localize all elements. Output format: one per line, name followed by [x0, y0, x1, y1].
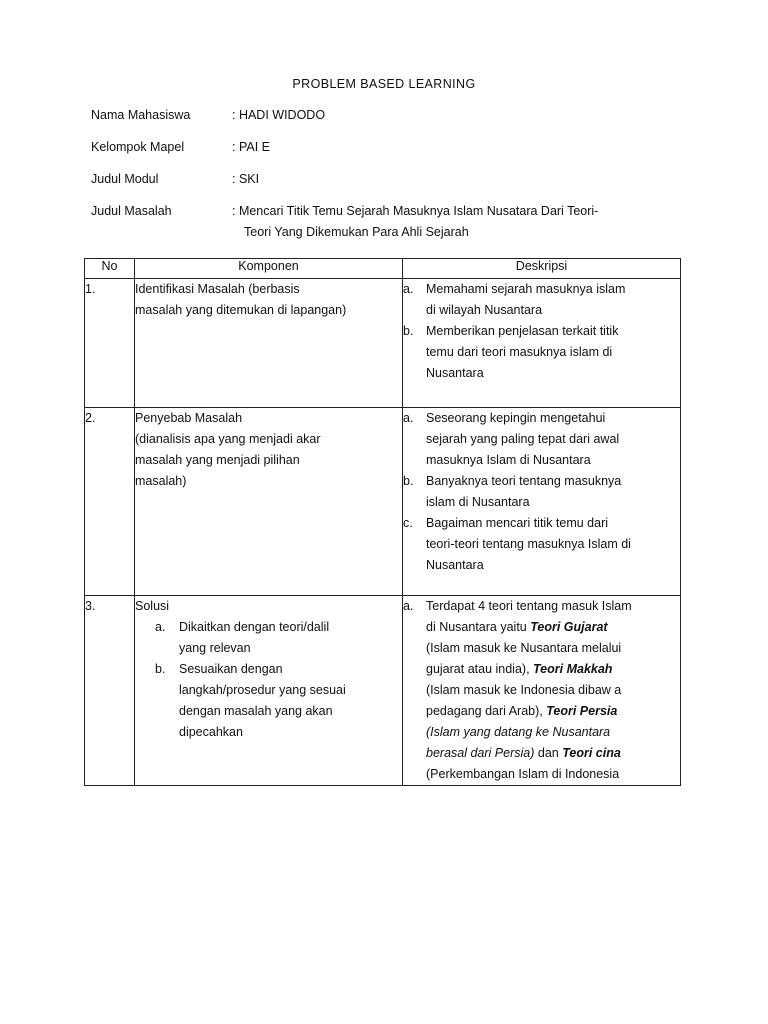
list-item-line — [426, 743, 680, 764]
komponen-line: Penyebab Masalah — [135, 411, 243, 425]
list-item — [403, 279, 680, 321]
meta-label: Judul Masalah — [91, 204, 172, 218]
komponen-line: masalah yang ditemukan di lapangan) — [135, 303, 347, 317]
komponen-line: masalah) — [135, 474, 187, 488]
list-item-line: yang relevan — [179, 641, 251, 655]
row-number: 3. — [85, 596, 135, 786]
list-item-line: Terdapat 4 teori tentang masuk Islam — [426, 599, 632, 613]
text-run: pedagang dari Arab), — [426, 704, 547, 718]
italic-run: (Islam yang datang ke Nusantara — [426, 725, 611, 739]
pbl-table — [84, 258, 681, 786]
row-number: 2. — [85, 408, 135, 596]
list-marker: a. — [403, 411, 414, 425]
komponen-title: Solusi — [135, 599, 170, 613]
komponen-cell — [135, 596, 403, 786]
table-row — [85, 596, 681, 786]
list-item-line: sejarah yang paling tepat dari awal — [426, 432, 620, 446]
meta-value: : SKI — [232, 172, 260, 186]
text-run: dan — [534, 746, 563, 760]
list-marker: b. — [155, 662, 166, 676]
list-item — [403, 321, 680, 384]
teori-persia: Teori Persia — [546, 704, 618, 718]
list-item-line — [426, 701, 680, 722]
deskripsi-cell — [403, 596, 681, 786]
list-item-line: Seseorang kepingin mengetahui — [426, 411, 606, 425]
table-row — [85, 408, 681, 596]
teori-makkah: Teori Makkah — [533, 662, 613, 676]
list-item-line: di wilayah Nusantara — [426, 303, 543, 317]
deskripsi-cell — [403, 279, 681, 408]
list-item — [135, 659, 402, 743]
komponen-cell — [135, 279, 403, 408]
deskripsi-cell — [403, 408, 681, 596]
list-item-line: dipecahkan — [179, 725, 243, 739]
list-item-line: dengan masalah yang akan — [179, 704, 333, 718]
list-marker: a. — [155, 620, 166, 634]
list-item-line: Nusantara — [426, 558, 484, 572]
italic-run: berasal dari Persia) — [426, 746, 535, 760]
list-item-line: Memahami sejarah masuknya islam — [426, 282, 626, 296]
list-marker: c. — [403, 516, 413, 530]
table-row — [85, 279, 681, 408]
list-item — [403, 596, 680, 785]
list-item-line: Banyaknya teori tentang masuknya — [426, 474, 622, 488]
list-item-line: teori-teori tentang masuknya Islam di — [426, 537, 631, 551]
meta-label: Kelompok Mapel — [91, 140, 185, 154]
list-marker: a. — [403, 599, 414, 613]
komponen-cell — [135, 408, 403, 596]
header-deskripsi: Deskripsi — [403, 259, 681, 279]
list-item-line: (Islam masuk ke Nusantara melalui — [426, 641, 622, 655]
text-run: di Nusantara yaitu — [426, 620, 531, 634]
komponen-line: masalah yang menjadi pilihan — [135, 453, 300, 467]
meta-value: : HADI WIDODO — [232, 108, 326, 122]
row-number: 1. — [85, 279, 135, 408]
list-item-line: Dikaitkan dengan teori/dalil — [179, 620, 330, 634]
header-komponen: Komponen — [135, 259, 403, 279]
list-item-line — [426, 659, 680, 680]
list-marker: a. — [403, 282, 414, 296]
list-item-line: Memberikan penjelasan terkait titik — [426, 324, 619, 338]
list-item — [403, 471, 680, 513]
text-run: gujarat atau india), — [426, 662, 534, 676]
list-item — [135, 617, 402, 659]
table-header-row — [85, 259, 681, 279]
komponen-line: (dianalisis apa yang menjadi akar — [135, 432, 321, 446]
list-item-line: masuknya Islam di Nusantara — [426, 453, 591, 467]
list-item-line: langkah/prosedur yang sesuai — [179, 683, 346, 697]
list-item-line: (Perkembangan Islam di Indonesia — [426, 767, 620, 781]
list-marker: b. — [403, 324, 414, 338]
meta-label: Judul Modul — [91, 172, 159, 186]
list-item — [403, 513, 680, 576]
list-item-line — [426, 617, 680, 638]
list-item-line: Sesuaikan dengan — [179, 662, 283, 676]
document-title: PROBLEM BASED LEARNING — [292, 77, 476, 91]
header-no: No — [85, 259, 135, 279]
list-item-line: islam di Nusantara — [426, 495, 530, 509]
meta-label: Nama Mahasiswa — [91, 108, 191, 122]
list-item-line: Nusantara — [426, 366, 484, 380]
teori-cina: Teori cina — [562, 746, 621, 760]
meta-value: : PAI E — [232, 140, 270, 154]
teori-gujarat: Teori Gujarat — [530, 620, 608, 634]
meta-value-continuation: Teori Yang Dikemukan Para Ahli Sejarah — [244, 225, 469, 239]
list-item-line: (Islam masuk ke Indonesia dibaw a — [426, 683, 622, 697]
list-item-line: Bagaiman mencari titik temu dari — [426, 516, 609, 530]
meta-value: : Mencari Titik Temu Sejarah Masuknya Islam Nusatara Dari Teori- — [232, 204, 599, 218]
list-item-line: temu dari teori masuknya islam di — [426, 345, 613, 359]
list-marker: b. — [403, 474, 414, 488]
komponen-line: Identifikasi Masalah (berbasis — [135, 282, 300, 296]
list-item — [403, 408, 680, 471]
list-item-line — [426, 722, 680, 743]
